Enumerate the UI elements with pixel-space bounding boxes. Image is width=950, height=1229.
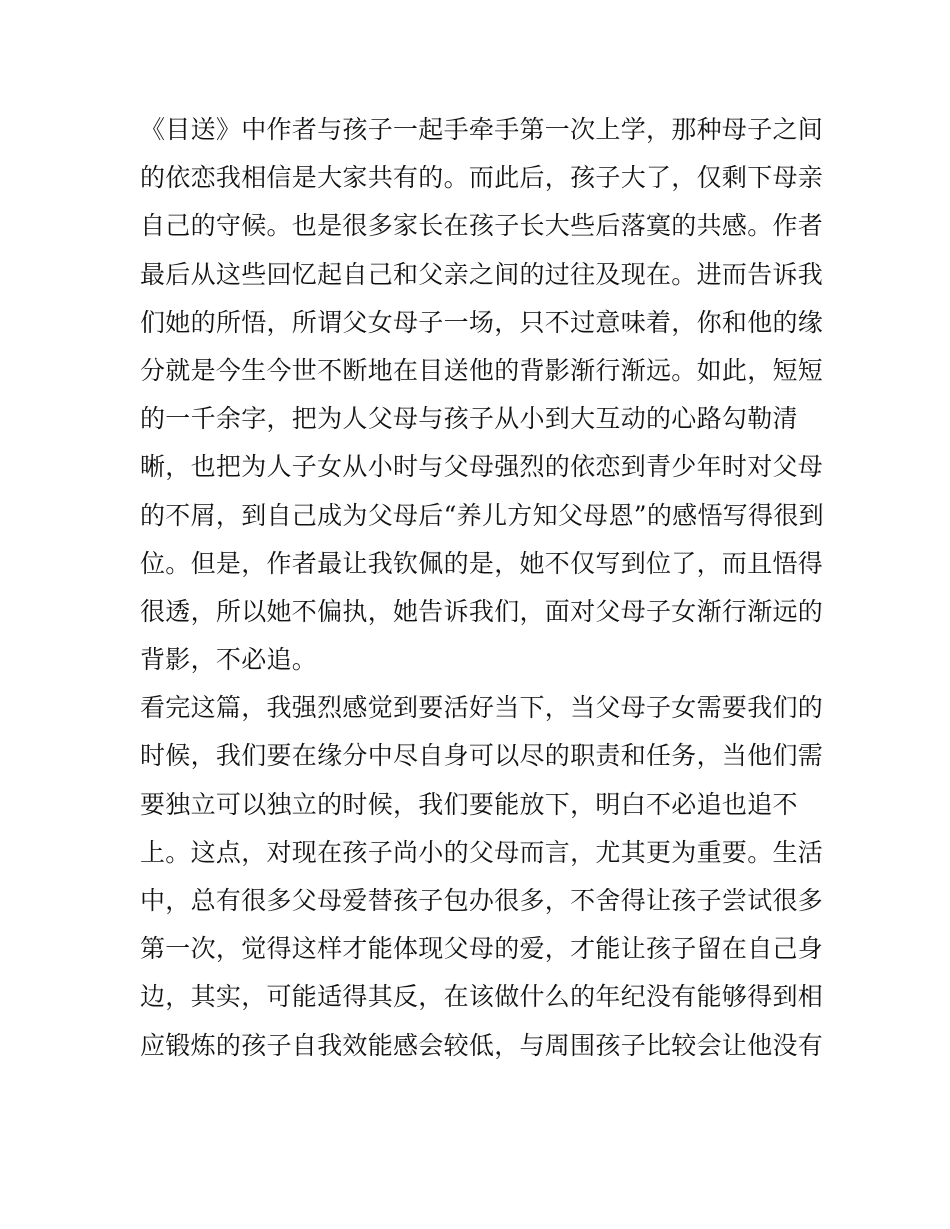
text-line: 中，总有很多父母爱替孩子包办很多，不舍得让孩子尝试很多 [140, 886, 824, 915]
text-line: 背影，不必追。 [140, 645, 318, 675]
text-line: 很透，所以她不偏执，她告诉我们，面对父母子女渐行渐远的 [140, 596, 824, 626]
text-line: 上。这点，对现在孩子尚小的父母而言，尤其更为重要。生活 [140, 837, 824, 867]
text-line: 要独立可以独立的时候，我们要能放下，明白不必追也追不 [140, 789, 798, 819]
text-line: 分就是今生今世不断地在目送他的背影渐行渐远。如此，短短 [140, 355, 824, 385]
text-line: 位。但是，作者最让我钦佩的是，她不仅写到位了，而且悟得 [140, 548, 824, 578]
text-line: 们她的所悟，所谓父女母子一场，只不过意味着，你和他的缘 [140, 307, 824, 337]
text-line: 第一次，觉得这样才能体现父母的爱，才能让孩子留在自己身 [140, 934, 824, 964]
body-text [140, 106, 830, 1070]
text-line: 边，其实，可能适得其反，在该做什么的年纪没有能够得到相 [140, 982, 824, 1012]
text-line: 的一千余字，把为人父母与孩子从小到大互动的心路勾勒清 [140, 404, 798, 434]
text-line: 的不屑，到自己成为父母后“养儿方知父母恩”的感悟写得很到 [140, 500, 824, 530]
text-line: 《目送》中作者与孩子一起手牵手第一次上学，那种母子之间 [140, 115, 824, 144]
text-line: 自己的守候。也是很多家长在孩子长大些后落寞的共感。作者 [140, 211, 824, 241]
text-line: 晰，也把为人子女从小时与父母强烈的依恋到青少年时对父母 [140, 452, 824, 482]
text-line: 的依恋我相信是大家共有的。而此后，孩子大了，仅剩下母亲 [140, 163, 824, 193]
text-line: 应锻炼的孩子自我效能感会较低，与周围孩子比较会让他没有 [140, 1030, 824, 1060]
text-line: 最后从这些回忆起自己和父亲之间的过往及现在。进而告诉我 [140, 259, 824, 289]
text-line: 看完这篇，我强烈感觉到要活好当下，当父母子女需要我们的 [140, 693, 824, 723]
text-line: 时候，我们要在缘分中尽自身可以尽的职责和任务，当他们需 [140, 741, 824, 771]
